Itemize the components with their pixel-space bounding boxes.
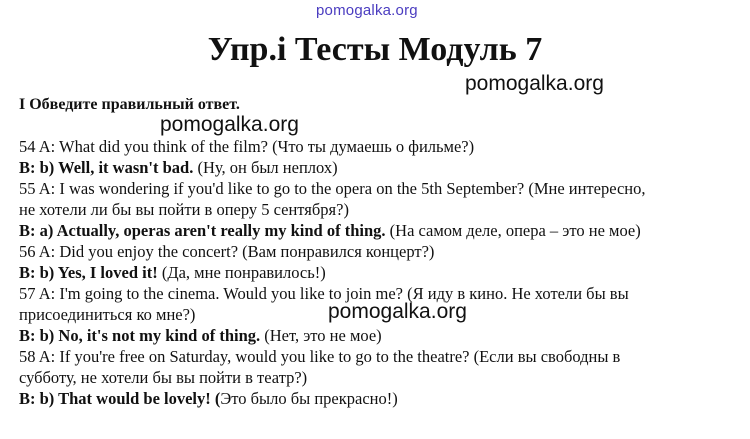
answer-bold: B: b) Well, it wasn't bad. — [19, 158, 194, 177]
exercise-item-55 — [19, 178, 744, 241]
answer-translation: (Нет, это не мое) — [260, 326, 382, 345]
question-line-continued: присоединиться ко мне?) — [19, 305, 196, 324]
exercise-item-58 — [19, 346, 744, 409]
watermark: pomogalka.org — [465, 72, 604, 95]
answer-translation: (На самом деле, опера – это не мое) — [385, 221, 641, 240]
question-line: 54 A: What did you think of the film? (Что ты думаешь о фильме?) — [19, 137, 475, 156]
answer-line — [19, 157, 744, 178]
question-line: 56 A: Did you enjoy the concert? (Вам понравился концерт?) — [19, 242, 435, 261]
answer-translation: (Ну, он был неплох) — [193, 158, 338, 177]
question-line-continued: субботу, не хотели бы вы пойти в театр?) — [19, 368, 308, 387]
exercise-item-56 — [19, 241, 744, 283]
answer-line — [19, 325, 744, 346]
page-title: Упр.i Тесты Модуль 7 — [207, 31, 543, 68]
answer-bold: B: b) That would be lovely! ( — [19, 389, 221, 408]
question-line: 57 A: I'm going to the cinema. Would you like to join me? (Я иду в кино. Не хотели бы вы — [19, 284, 629, 303]
answer-line — [19, 220, 744, 241]
answer-translation: (Да, мне понравилось!) — [157, 263, 326, 282]
spacer — [19, 115, 744, 136]
question-line-continued: не хотели ли бы вы пойти в оперу 5 сентября?) — [19, 200, 349, 219]
answer-line — [19, 388, 744, 409]
answer-bold: B: a) Actually, operas aren't really my kind of thing. — [19, 221, 386, 240]
exercise-item-57 — [19, 283, 744, 346]
question-line: 55 A: I was wondering if you'd like to go to the opera on the 5th September? (Мне интересно, — [19, 179, 646, 198]
answer-bold: B: b) No, it's not my kind of thing. — [19, 326, 261, 345]
answer-bold: B: b) Yes, I loved it! — [19, 263, 158, 282]
answer-line — [19, 262, 744, 283]
exercise-item-54 — [19, 136, 744, 178]
watermark: pomogalka.org — [160, 113, 299, 136]
watermark: pomogalka.org — [328, 300, 467, 323]
question-line: 58 A: If you're free on Saturday, would you like to go to the theatre? (Если вы свободны в — [19, 347, 621, 366]
exercise-heading: I Обведите правильный ответ. — [19, 96, 240, 113]
watermark-top: pomogalka.org — [316, 2, 418, 19]
exercise-content — [19, 94, 744, 409]
answer-translation: Это было бы прекрасно!) — [220, 389, 398, 408]
